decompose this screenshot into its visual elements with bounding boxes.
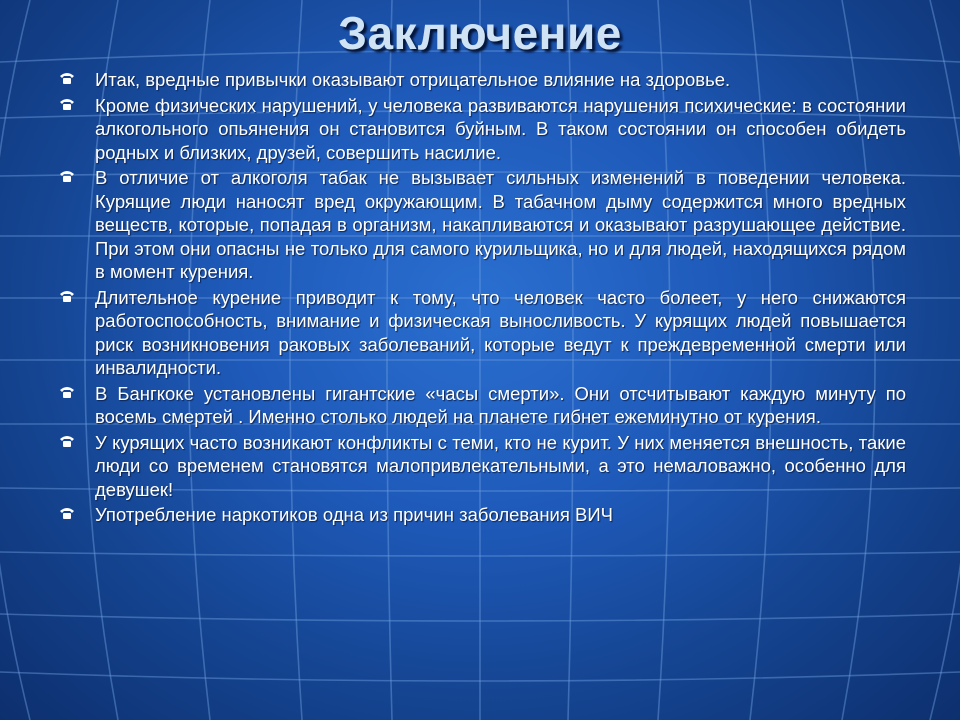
list-item: [56, 286, 906, 380]
slide-title: Заключение: [338, 7, 622, 59]
list-item: [56, 68, 906, 92]
telephone-icon: [59, 97, 75, 111]
telephone-icon: [59, 434, 75, 448]
list-item: [56, 94, 906, 165]
list-item-text: Длительное курение приводит к тому, что человек часто болеет, у него снижаются работоспособность, внимание и физическая выносливость. У курящих людей повышается риск возникновения раковых заболеваний, которые ведут к преждевременной смерти или инвалидности.: [95, 286, 906, 378]
telephone-icon: [59, 71, 75, 85]
telephone-icon: [59, 289, 75, 303]
list-item-text: В Бангкоке установлены гигантские «часы смерти». Они отсчитывают каждую минуту по восемь смертей . Именно столько людей на планете гибнет ежеминутно от курения.: [95, 382, 906, 427]
telephone-icon: [59, 385, 75, 399]
list-item-text: В отличие от алкоголя табак не вызывает сильных изменений в поведении человека. Курящие люди наносят вред окружающим. В табачном дыму содержится много вредных веществ, которые, попадая в организм, накапливаются и оказывают разрушающее действие. При этом они опасны не только для самого курильщика, но и для людей, находящихся рядом в момент курения.: [95, 167, 906, 282]
list-item-text: Кроме физических нарушений, у человека развиваются нарушения психические: в состоянии алкогольного опьянения он становится буйным. В таком состоянии он способен обидеть родных и близких, друзей, совершить насилие.: [95, 94, 906, 163]
list-item-text: У курящих часто возникают конфликты с теми, кто не курит. У них меняется внешность, такие люди со временем становятся малопривлекательными, а это немаловажно, особенно для девушек!: [95, 431, 906, 500]
bullet-list: [56, 68, 906, 529]
list-item: [56, 431, 906, 502]
list-item-text: Итак, вредные привычки оказывают отрицательное влияние на здоровье.: [95, 69, 731, 90]
list-item-text: Употребление наркотиков одна из причин заболевания ВИЧ: [95, 504, 613, 525]
list-item: [56, 503, 906, 527]
list-item: [56, 382, 906, 429]
telephone-icon: [59, 506, 75, 520]
telephone-icon: [59, 169, 75, 183]
list-item: [56, 166, 906, 284]
